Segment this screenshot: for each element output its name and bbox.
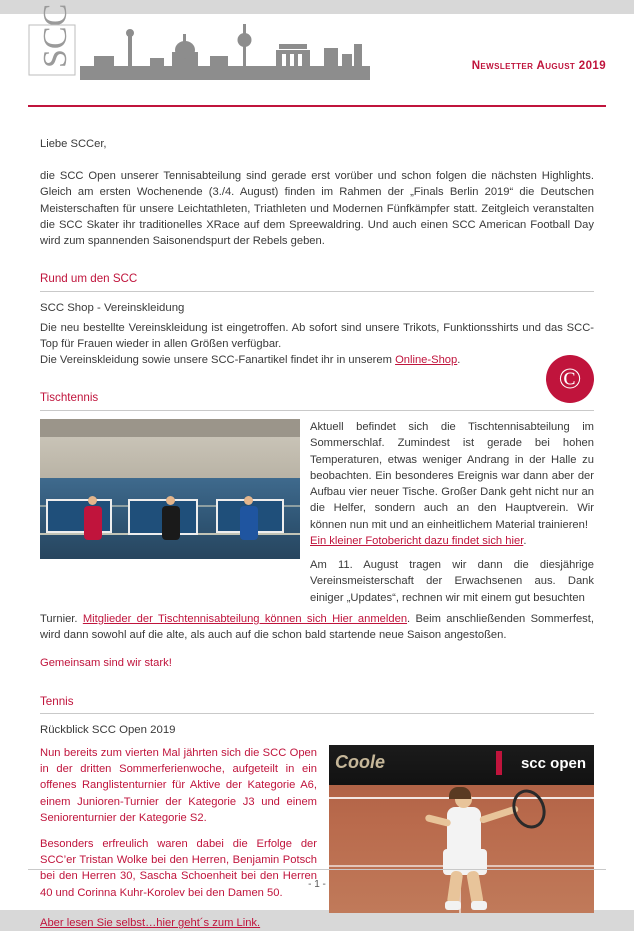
copyright-badge: © xyxy=(546,355,594,403)
link-suffix: . xyxy=(523,534,527,547)
tennis-link[interactable]: Aber lesen Sie selbst…hier geht´s zum Link. xyxy=(40,916,261,929)
section-divider xyxy=(40,713,594,714)
tischtennis-photo xyxy=(40,419,300,559)
scc-shop-paragraph: Die neu bestellte Vereinskleidung ist eingetroffen. Ab sofort sind unsere Trikots, Funktionsshirts und das SCC-Top für Frauen wieder in allen Größen verfügbar. xyxy=(40,321,594,350)
svg-text:SCC: SCC xyxy=(37,3,74,68)
shop-text-suffix: . xyxy=(457,354,461,367)
berlin-skyline-graphic xyxy=(80,18,370,80)
fotobericht-link[interactable]: Ein kleiner Fotobericht dazu findet sich hier xyxy=(310,534,524,547)
anmelden-link[interactable]: Mitglieder der Tischtennisabteilung können sich Hier anmelden xyxy=(82,612,408,625)
newsletter-page xyxy=(0,3,634,929)
scc-logo xyxy=(28,3,76,76)
banner-scc-open-text: scc open xyxy=(520,754,586,772)
photo-banner xyxy=(329,745,594,785)
tischtennis-below-text xyxy=(40,611,594,643)
section-title-rund-um-den-scc: Rund um den SCC xyxy=(40,272,138,286)
banner-accent-bar xyxy=(496,751,502,775)
intro-greeting: Liebe SCCer, xyxy=(40,138,107,150)
online-shop-link[interactable]: Online-Shop xyxy=(395,354,458,367)
section-divider xyxy=(40,410,594,411)
below-prefix: Turnier. xyxy=(40,612,83,625)
section-title-tischtennis: Tischtennis xyxy=(40,391,99,405)
subsection-title-scc-shop: SCC Shop - Vereinskleidung xyxy=(40,302,185,315)
tennis-paragraph-1: Nun bereits zum vierten Mal jährten sich die SCC Open in der dritten Sommerferienwoche, aufgeteilt in ein offenes Ranglistenturnier für Aktive der Kategorie A6, einem Junioren-Turnier der Kategorie J3 und einem Seniorenturnier der Kategorie S2. xyxy=(40,746,317,824)
subsection-title-rueckblick: Rückblick SCC Open 2019 xyxy=(40,724,176,737)
newsletter-title: Newsletter August 2019 xyxy=(471,60,606,72)
below-suffix: . Beim anschließenden Sommerfest, wird dann sowohl auf die alte, als auch auf die schon bald startende neue Saison angestoßen. xyxy=(40,612,594,642)
shop-text-prefix: Die Vereinskleidung sowie unsere SCC-Fanartikel findet ihr in unserem xyxy=(40,354,396,367)
tennis-paragraph-2: Besonders erfreulich waren dabei die Erfolge der SCC’er Tristan Wolke bei den Herren, Benjamin Potsch bei den Herren 30, Sascha Schoenheit bei den Herren 40 und Corinna Kuhr-Korolev bei den Damen 50. xyxy=(40,838,317,899)
tischtennis-column-body: Aktuell befindet sich die Tischtennisabteilung im Sommerschlaf. Zumindest ist gerade bei hohen Temperaturen, etwas weniger Andrang in der Halle zu beobachten. Ein besonderes Ereignis war dann aber der Aufbau vier neuer Tische. Großer Dank geht nicht nur an die Helfer, sondern auch an den Hauptverein. Wir können nun mit und an einheitlichem Material trainieren! xyxy=(310,421,594,531)
section-title-tennis: Tennis xyxy=(40,694,74,708)
tischtennis-column-link-line xyxy=(310,533,594,549)
page-header xyxy=(0,3,634,114)
banner-left-text: Coole xyxy=(335,751,386,772)
tischtennis-paragraph-after-photo: Am 11. August tragen wir dann die diesjährige Vereinsmeisterschaft der Erwachsenen aus. Dank einiger „Updates“, rechnen wir mit einem gut besuchten xyxy=(310,559,594,604)
header-divider xyxy=(28,105,606,107)
footer-divider xyxy=(28,869,606,870)
intro-body: die SCC Open unserer Tennisabteilung sind gerade erst vorüber und schon folgen die nächsten Highlights. Gleich am ersten Wochenende (3./4. August) finden im Rahmen der „Finals Berlin 2019“ die Deutschen Meisterschaften für unsere Leichtathleten, Triathleten und Modernen Fünfkämpfer statt. Zeitgleich veranstalten die SCC Skater ihr traditionelles XRace auf dem Spreewaldring. Und auch einen SCC American Football Day wird zum spannenden Saisonendspurt der Rebels geben. xyxy=(40,170,594,248)
scc-shop-paragraph-2 xyxy=(40,352,594,368)
tischtennis-column-text xyxy=(310,419,594,533)
section-divider xyxy=(40,291,594,292)
page-number: - 1 - xyxy=(308,879,326,890)
newsletter-content xyxy=(0,136,634,931)
tischtennis-closing: Gemeinsam sind wir stark! xyxy=(40,657,172,670)
